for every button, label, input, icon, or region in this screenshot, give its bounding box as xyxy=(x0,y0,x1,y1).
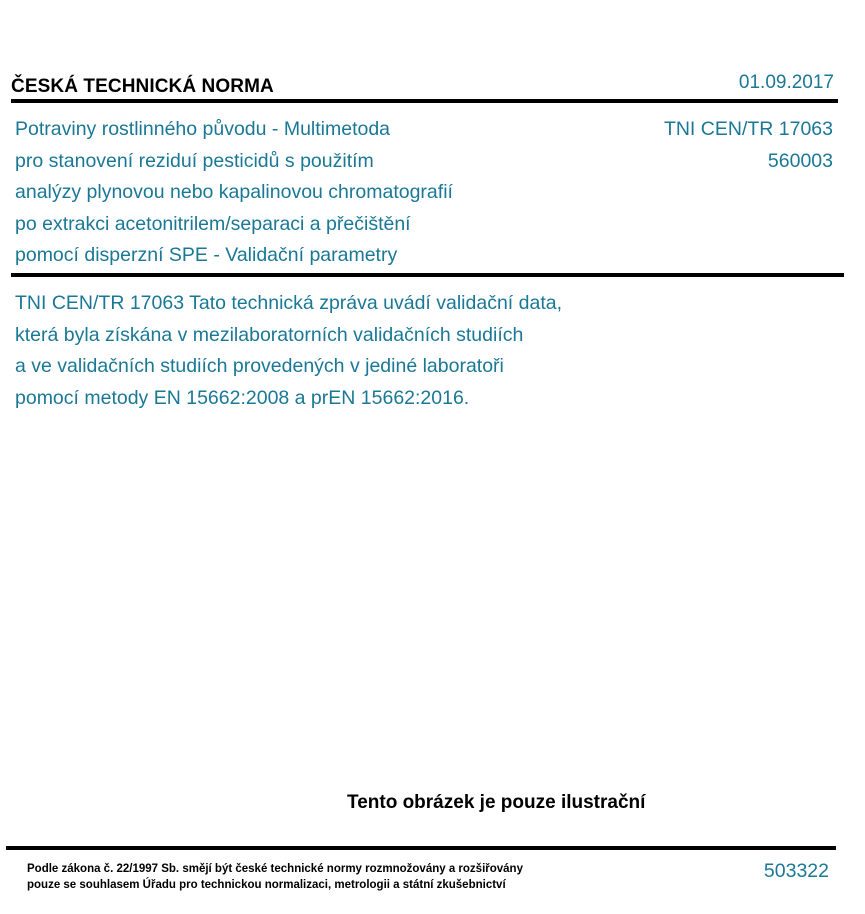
legal-line: pouze se souhlasem Úřadu pro technickou normalizaci, metrologii a státní zkušebnictví xyxy=(27,878,506,891)
abstract-line: která byla získána v mezilaboratorních validačních studiích xyxy=(15,323,524,346)
title-line: pro stanovení reziduí pesticidů s použitím xyxy=(15,149,374,172)
publication-date: 01.09.2017 xyxy=(738,72,834,93)
illustrative-notice: Tento obrázek je pouze ilustrační xyxy=(347,792,646,813)
classification-code: 560003 xyxy=(767,149,833,172)
legal-notice xyxy=(27,862,523,893)
title-divider xyxy=(11,273,844,277)
document-codes xyxy=(664,114,833,177)
footer-divider xyxy=(6,846,836,850)
abstract-line: pomocí metody EN 15662:2008 a prEN 15662:2016. xyxy=(15,387,470,410)
title-line: Potraviny rostlinného původu - Multimetoda xyxy=(15,118,391,140)
abstract-line: TNI CEN/TR 17063 Tato technická zpráva uvádí validační data, xyxy=(15,292,563,314)
title-line: analýzy plynovou nebo kapalinovou chromatografií xyxy=(15,181,453,203)
legal-line: Podle zákona č. 22/1997 Sb. smějí být české technické normy rozmnožovány a rozšiřovány xyxy=(27,863,523,875)
header-divider xyxy=(11,99,838,103)
title-line: po extrakci acetonitrilem/separaci a přečištění xyxy=(15,212,411,235)
title-line: pomocí disperzní SPE - Validační parametry xyxy=(15,244,398,266)
abstract-line: a ve validačních studiích provedených v jediné laboratoři xyxy=(15,355,504,378)
document-designation: TNI CEN/TR 17063 xyxy=(663,118,833,140)
norm-header-title: ČESKÁ TECHNICKÁ NORMA xyxy=(11,76,274,97)
document-number: 503322 xyxy=(763,860,829,882)
document-title xyxy=(15,114,453,272)
abstract xyxy=(15,288,562,415)
